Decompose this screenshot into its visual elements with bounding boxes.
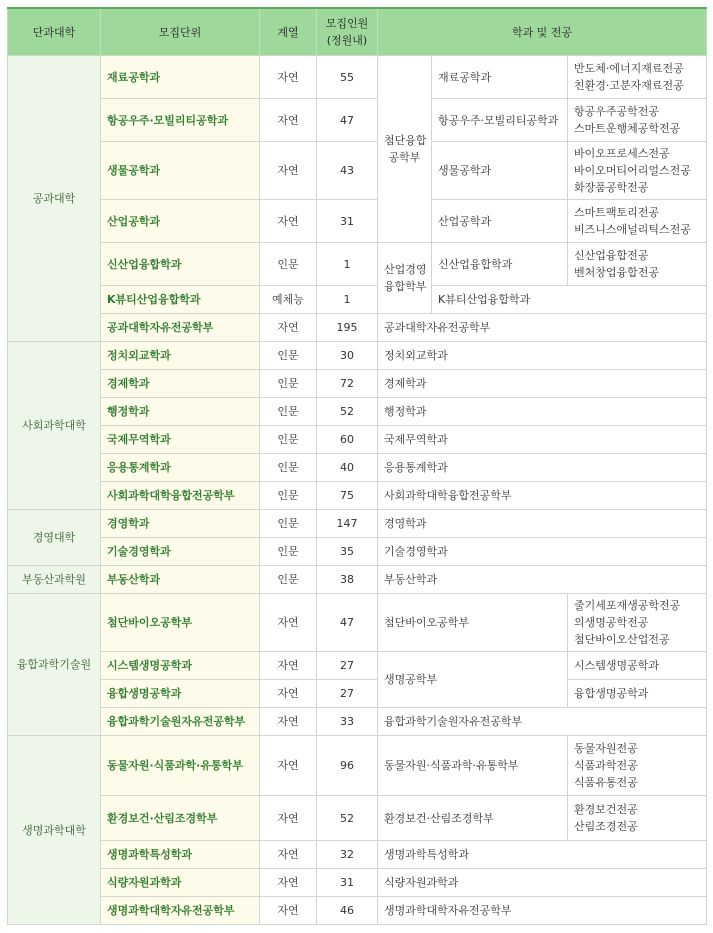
major-item: 식품유통전공: [574, 776, 638, 789]
dept-cell: 부동산학과: [378, 566, 707, 594]
quota-cell: 43: [317, 142, 378, 200]
track-cell: 자연: [260, 736, 317, 796]
table-row: [8, 652, 707, 680]
track-cell: 인문: [260, 398, 317, 426]
major-item: 산림조경전공: [574, 820, 638, 833]
table-row: [8, 200, 707, 243]
track-cell: 인문: [260, 538, 317, 566]
unit-cell: 정치외교학과: [101, 342, 260, 370]
dept-cell: 식량자원과학과: [378, 869, 707, 897]
table-row: [8, 594, 707, 652]
majors-cell: [568, 142, 707, 200]
quota-cell: 46: [317, 897, 378, 925]
quota-cell: 52: [317, 796, 378, 841]
unit-cell: 융합과학기술원자유전공학부: [101, 708, 260, 736]
header-quota-line1: 모집인원: [325, 17, 369, 30]
track-cell: 자연: [260, 841, 317, 869]
quota-cell: 27: [317, 652, 378, 680]
dept-cell: 신산업융합학과: [432, 243, 568, 286]
unit-cell: 부동산학과: [101, 566, 260, 594]
major-item: 반도체·에너지재료전공: [574, 62, 684, 75]
college-engineering: 공과대학: [8, 56, 101, 342]
header-unit: 모집단위: [101, 8, 260, 56]
quota-cell: 40: [317, 454, 378, 482]
table-row: [8, 454, 707, 482]
track-cell: 자연: [260, 680, 317, 708]
table-row: [8, 286, 707, 314]
header-college: 단과대학: [8, 8, 101, 56]
table-row: [8, 398, 707, 426]
major-item: 줄기세포재생공학전공: [574, 599, 681, 612]
quota-cell: 55: [317, 56, 378, 99]
major-item: 식품과학전공: [574, 759, 638, 772]
quota-cell: 72: [317, 370, 378, 398]
quota-cell: 195: [317, 314, 378, 342]
unit-cell: 산업공학과: [101, 200, 260, 243]
quota-cell: 52: [317, 398, 378, 426]
group-line1: 산업경영: [384, 263, 427, 276]
dept-cell: 경제학과: [378, 370, 707, 398]
unit-cell: 재료공학과: [101, 56, 260, 99]
dept-cell: 사회과학대학융합전공학부: [378, 482, 707, 510]
unit-cell: 첨단바이오공학부: [101, 594, 260, 652]
major-item: 스마트팩토리전공: [574, 206, 660, 219]
table-row: [8, 736, 707, 796]
table-row: [8, 796, 707, 841]
table-row: [8, 708, 707, 736]
unit-cell: 시스템생명공학과: [101, 652, 260, 680]
dept-cell: 융합과학기술원자유전공학부: [378, 708, 707, 736]
unit-cell: 사회과학대학융합전공학부: [101, 482, 260, 510]
quota-cell: 147: [317, 510, 378, 538]
table-row: [8, 99, 707, 142]
track-cell: 인문: [260, 342, 317, 370]
dept-cell: 첨단바이오공학부: [378, 594, 568, 652]
header-track: 계열: [260, 8, 317, 56]
majors-cell: [568, 56, 707, 99]
quota-cell: 60: [317, 426, 378, 454]
quota-cell: 35: [317, 538, 378, 566]
quota-cell: 38: [317, 566, 378, 594]
dept-cell: 국제무역학과: [378, 426, 707, 454]
dept-cell: 행정학과: [378, 398, 707, 426]
table-row: [8, 680, 707, 708]
dept-cell: 산업공학과: [432, 200, 568, 243]
group-line2: 공학부: [388, 151, 421, 164]
track-cell: 예체능: [260, 286, 317, 314]
header-quota-line2: (정원내): [326, 34, 368, 47]
track-cell: 인문: [260, 426, 317, 454]
quota-cell: 33: [317, 708, 378, 736]
track-cell: 자연: [260, 869, 317, 897]
unit-cell: 경영학과: [101, 510, 260, 538]
unit-cell: 생물공학과: [101, 142, 260, 200]
quota-cell: 47: [317, 99, 378, 142]
major-item: 바이오머티어리얼스전공: [574, 164, 691, 177]
group-life-engineering: 생명공학부: [378, 652, 568, 708]
unit-cell: 기술경영학과: [101, 538, 260, 566]
major-item: 환경보건전공: [574, 803, 638, 816]
table-row: [8, 142, 707, 200]
major-item: 항공우주공학전공: [574, 105, 660, 118]
track-cell: 인문: [260, 566, 317, 594]
track-cell: 자연: [260, 142, 317, 200]
table-row: [8, 482, 707, 510]
header-dept: 학과 및 전공: [378, 8, 707, 56]
dept-cell: 생명과학대학자유전공학부: [378, 897, 707, 925]
college-business: 경영대학: [8, 510, 101, 566]
major-item: 스마트운행체공학전공: [574, 122, 681, 135]
table-row: [8, 342, 707, 370]
track-cell: 자연: [260, 708, 317, 736]
majors-cell: [568, 99, 707, 142]
track-cell: 자연: [260, 200, 317, 243]
dept-cell: 생명과학특성학과: [378, 841, 707, 869]
table-row: [8, 370, 707, 398]
group-line1: 첨단융합: [384, 134, 427, 147]
quota-cell: 31: [317, 200, 378, 243]
quota-cell: 27: [317, 680, 378, 708]
table-row: [8, 897, 707, 925]
majors-cell: [568, 243, 707, 286]
table-row: [8, 566, 707, 594]
majors-cell: 시스템생명공학과: [568, 652, 707, 680]
unit-cell: 융합생명공학과: [101, 680, 260, 708]
majors-cell: [568, 200, 707, 243]
unit-cell: 경제학과: [101, 370, 260, 398]
table-row: [8, 869, 707, 897]
unit-cell: K뷰티산업융합학과: [101, 286, 260, 314]
group-line2: 융합학부: [384, 280, 427, 293]
dept-cell: 환경보건·산림조경학부: [378, 796, 568, 841]
table-row: [8, 314, 707, 342]
table-row: [8, 426, 707, 454]
majors-cell: [568, 594, 707, 652]
unit-cell: 생명과학특성학과: [101, 841, 260, 869]
table-row: [8, 56, 707, 99]
quota-cell: 32: [317, 841, 378, 869]
unit-cell: 행정학과: [101, 398, 260, 426]
group-advanced-convergence: [378, 56, 432, 243]
group-industrial-management: [378, 243, 432, 314]
major-item: 첨단바이오산업전공: [574, 633, 670, 646]
track-cell: 인문: [260, 243, 317, 286]
track-cell: 자연: [260, 314, 317, 342]
track-cell: 자연: [260, 796, 317, 841]
majors-cell: [568, 736, 707, 796]
dept-cell: 기술경영학과: [378, 538, 707, 566]
dept-cell: 항공우주·모빌리티공학과: [432, 99, 568, 142]
track-cell: 인문: [260, 370, 317, 398]
track-cell: 자연: [260, 594, 317, 652]
unit-cell: 신산업융합학과: [101, 243, 260, 286]
dept-cell: 동물자원·식품과학·유통학부: [378, 736, 568, 796]
dept-cell: 생물공학과: [432, 142, 568, 200]
table-row: [8, 841, 707, 869]
track-cell: 자연: [260, 897, 317, 925]
unit-cell: 공과대학자유전공학부: [101, 314, 260, 342]
quota-cell: 31: [317, 869, 378, 897]
dept-cell: 공과대학자유전공학부: [378, 314, 707, 342]
major-item: 친환경·고분자재료전공: [574, 79, 684, 92]
majors-cell: 융합생명공학과: [568, 680, 707, 708]
unit-cell: 응용통계학과: [101, 454, 260, 482]
dept-cell: 경영학과: [378, 510, 707, 538]
major-item: 의생명공학전공: [574, 616, 649, 629]
unit-cell: 항공우주·모빌리티공학과: [101, 99, 260, 142]
dept-cell: K뷰티산업융합학과: [432, 286, 707, 314]
unit-cell: 동물자원·식품과학·유통학부: [101, 736, 260, 796]
dept-cell: 정치외교학과: [378, 342, 707, 370]
quota-cell: 47: [317, 594, 378, 652]
quota-cell: 1: [317, 286, 378, 314]
table-row: [8, 510, 707, 538]
dept-cell: 재료공학과: [432, 56, 568, 99]
major-item: 화장품공학전공: [574, 181, 649, 194]
unit-cell: 국제무역학과: [101, 426, 260, 454]
unit-cell: 생명과학대학자유전공학부: [101, 897, 260, 925]
table-row: [8, 538, 707, 566]
track-cell: 자연: [260, 99, 317, 142]
major-item: 바이오프로세스전공: [574, 147, 670, 160]
track-cell: 인문: [260, 482, 317, 510]
college-realestate: 부동산과학원: [8, 566, 101, 594]
dept-cell: 응용통계학과: [378, 454, 707, 482]
track-cell: 인문: [260, 454, 317, 482]
college-social: 사회과학대학: [8, 342, 101, 510]
quota-cell: 75: [317, 482, 378, 510]
major-item: 벤처창업융합전공: [574, 266, 660, 279]
unit-cell: 환경보건·산림조경학부: [101, 796, 260, 841]
unit-cell: 식량자원과학과: [101, 869, 260, 897]
track-cell: 자연: [260, 56, 317, 99]
table-header-row: [8, 8, 707, 56]
major-item: 동물자원전공: [574, 742, 638, 755]
track-cell: 인문: [260, 510, 317, 538]
college-life: 생명과학대학: [8, 736, 101, 925]
college-convergence: 융합과학기술원: [8, 594, 101, 736]
table-row: [8, 243, 707, 286]
track-cell: 자연: [260, 652, 317, 680]
quota-cell: 96: [317, 736, 378, 796]
major-item: 신산업융합전공: [574, 249, 649, 262]
quota-cell: 30: [317, 342, 378, 370]
quota-cell: 1: [317, 243, 378, 286]
header-quota: [317, 8, 378, 56]
major-item: 비즈니스애널리틱스전공: [574, 223, 691, 236]
majors-cell: [568, 796, 707, 841]
admissions-quota-table: [7, 7, 707, 925]
